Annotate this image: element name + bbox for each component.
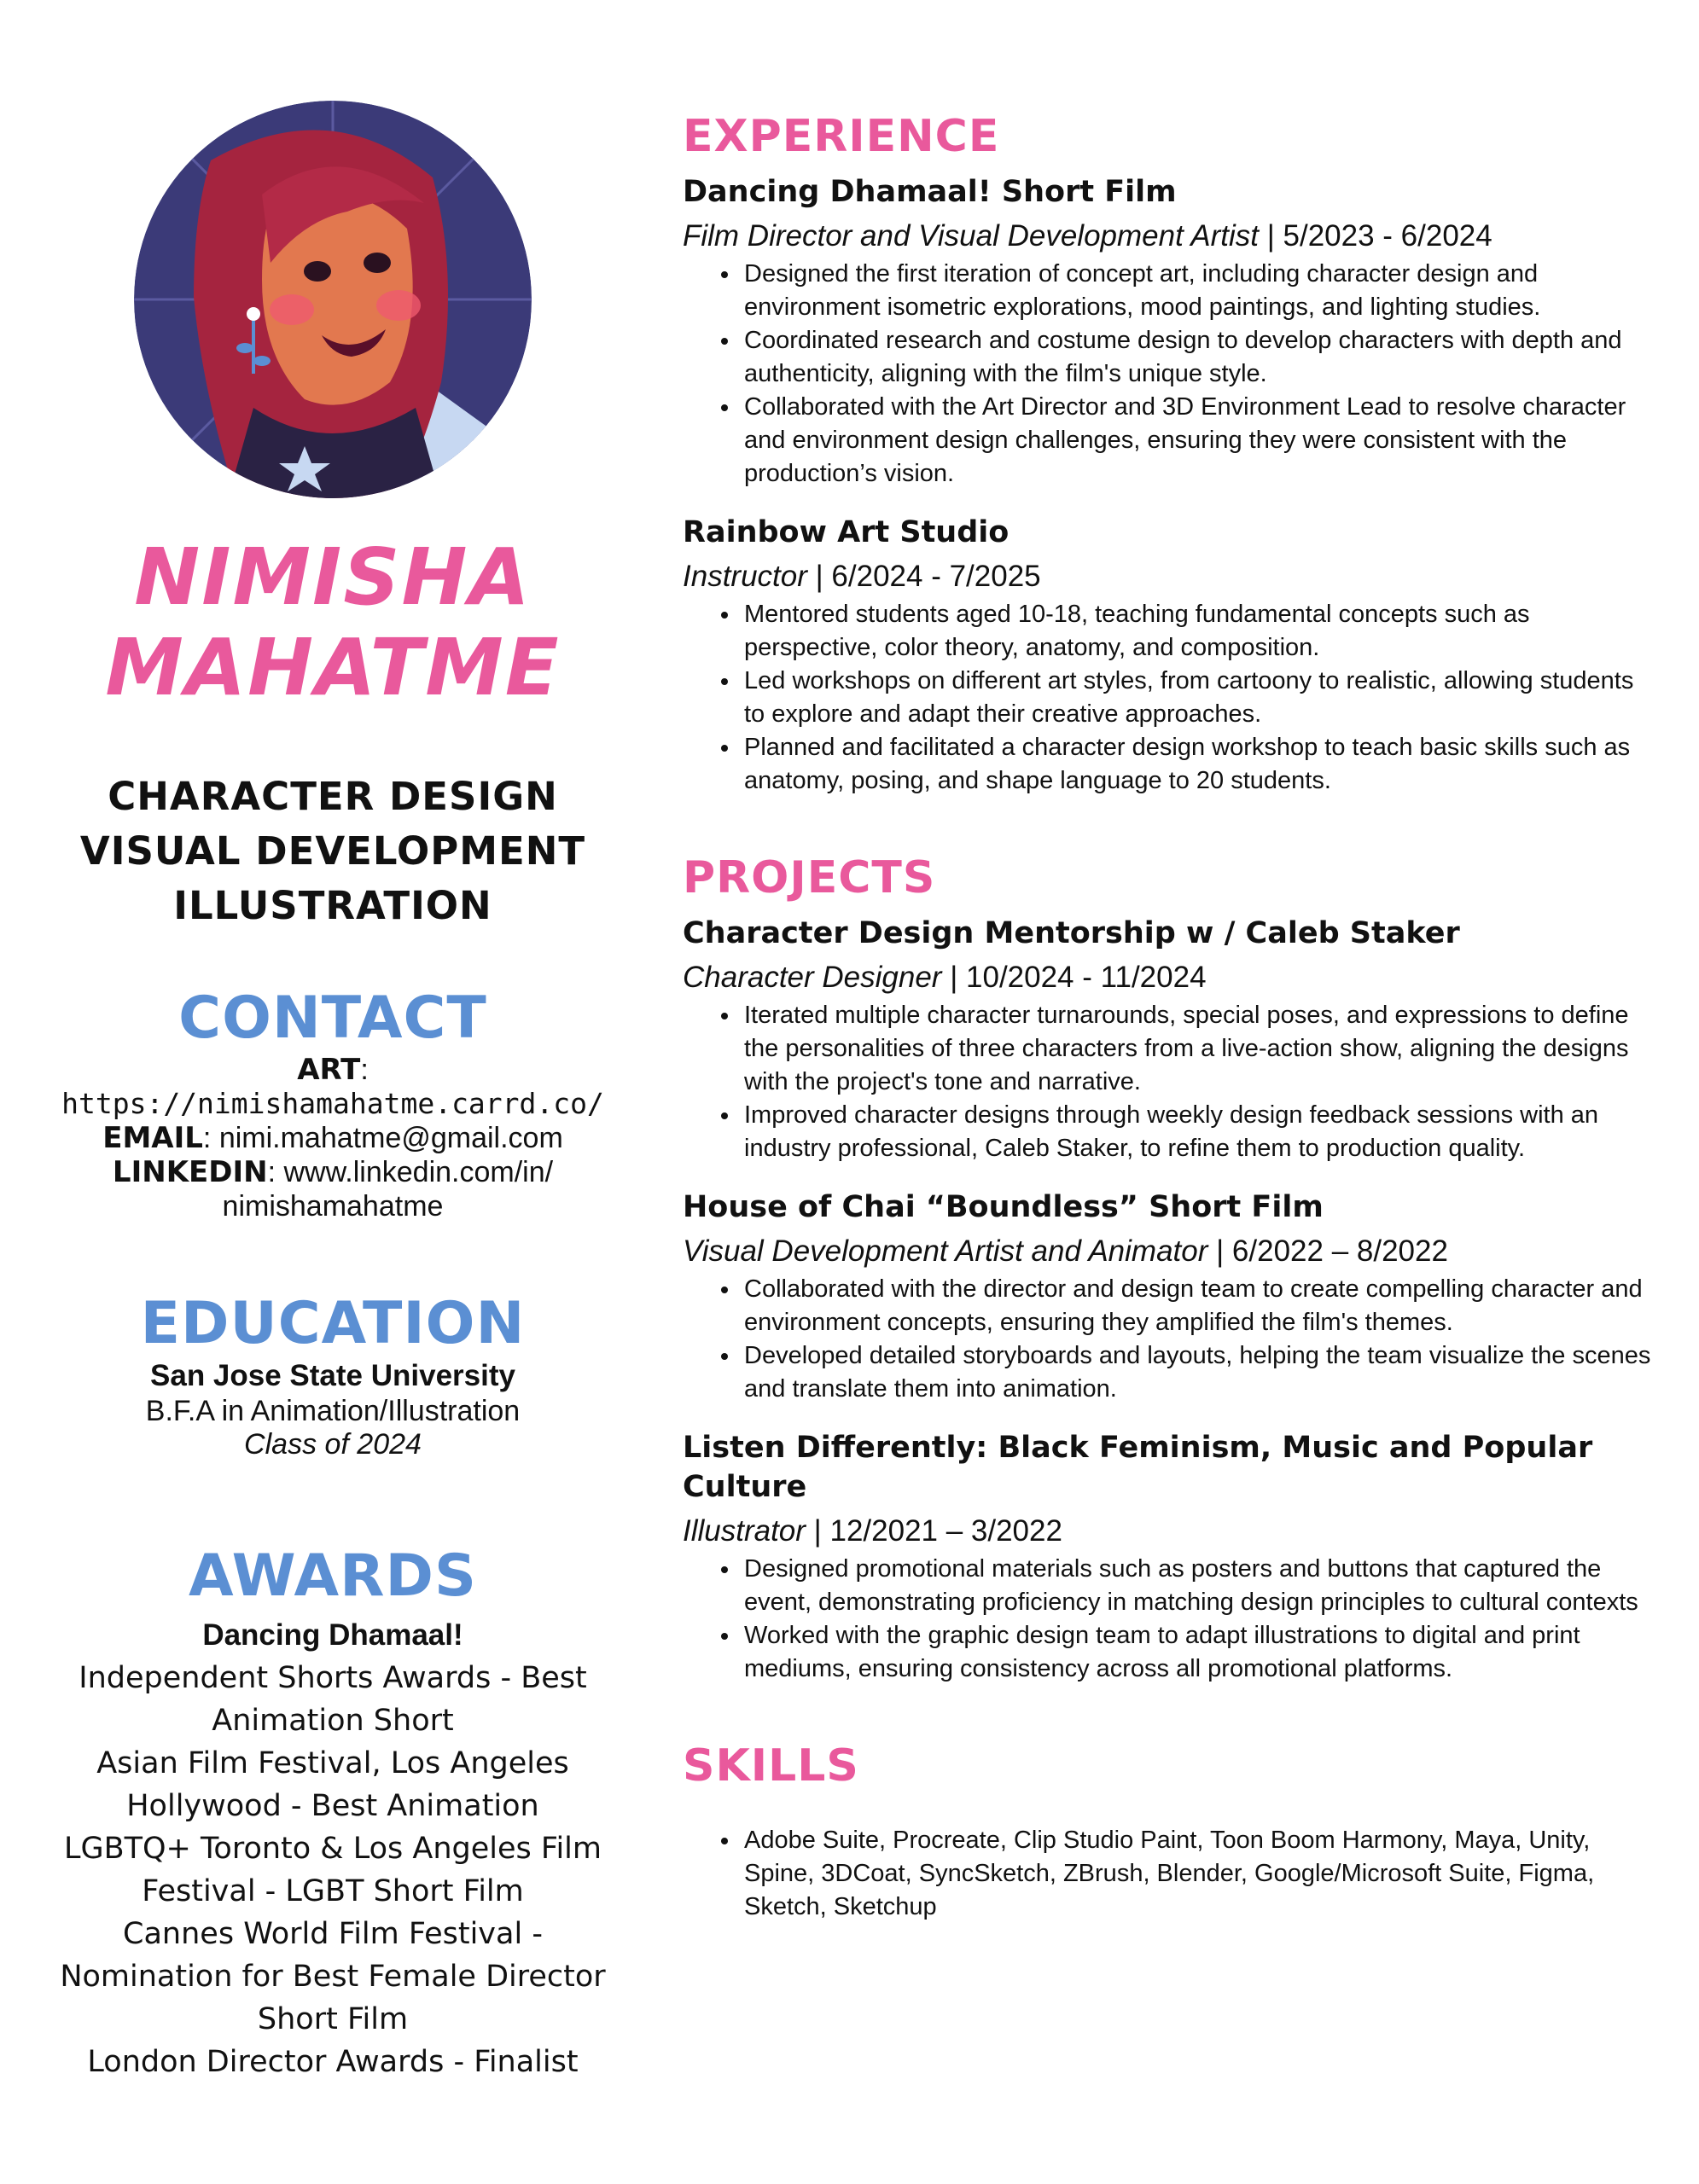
email-link[interactable]: nimi.mahatme@gmail.com	[218, 1122, 563, 1154]
section-spacer	[683, 1708, 1655, 1739]
entry-dates: | 10/2024 - 11/2024	[941, 961, 1207, 994]
award-film-title: Dancing Dhamaal!	[202, 1618, 463, 1652]
bullet-item: • Coordinated research and costume design to develop characters with depth and authenticity, aligning with the film's unique style.	[741, 324, 1655, 391]
entry-role-line	[683, 958, 1655, 997]
bullet-list	[683, 1553, 1655, 1686]
awards-block	[34, 1614, 631, 2083]
entry-dates: | 6/2022 – 8/2022	[1207, 1234, 1448, 1268]
award-line: Hollywood - Best Animation	[126, 1789, 539, 1823]
bullet-list	[683, 999, 1655, 1165]
bullet-item: • Iterated multiple character turnarounds, special poses, and expressions to define the personalities of three characters from a live-action show, aligning the designs with the project's tone and narrative.	[741, 999, 1655, 1099]
experience-heading: EXPERIENCE	[683, 111, 1000, 162]
entry-role: Illustrator	[683, 1514, 806, 1548]
bullet-item: • Worked with the graphic design team to adapt illustrations to digital and print mediums, ensuring consistency across all promotional platforms.	[741, 1619, 1655, 1686]
entry-title: House of Chai “Boundless” Short Film	[683, 1190, 1324, 1224]
project-entry	[683, 1188, 1655, 1406]
entry-role: Character Designer	[683, 961, 942, 994]
award-line: Cannes World Film Festival -	[123, 1917, 543, 1951]
bullet-item: • Collaborated with the director and design team to create compelling character and environment concepts, ensuring they amplified the film's themes.	[741, 1273, 1655, 1339]
name-first: NIMISHA	[134, 531, 532, 623]
entry-title: Character Design Mentorship w / Caleb Staker	[683, 916, 1460, 950]
bullet-item: • Developed detailed storyboards and layouts, helping the team visualize the scenes and translate them into animation.	[741, 1339, 1655, 1406]
project-entry	[683, 1428, 1655, 1686]
bullet-item: • Designed the first iteration of concept art, including character design and environment isometric explorations, mood paintings, and lighting studies.	[741, 258, 1655, 324]
bullet-item: • Collaborated with the Art Director and 3D Environment Lead to resolve character and environment design challenges, ensuring they were consistent with the production’s vision.	[741, 391, 1655, 491]
bullet-list	[683, 1273, 1655, 1406]
role-list	[34, 770, 631, 933]
award-line: Nomination for Best Female Director	[60, 1960, 606, 1994]
contact-heading: CONTACT	[178, 985, 487, 1052]
award-line: Asian Film Festival, Los Angeles	[96, 1746, 569, 1780]
entry-role: Instructor	[683, 560, 807, 593]
right-column	[683, 109, 1655, 1924]
entry-title: Dancing Dhamaal! Short Film	[683, 175, 1177, 209]
education-heading: EDUCATION	[140, 1290, 526, 1357]
bullet-list	[683, 598, 1655, 798]
education-block	[34, 1358, 631, 1461]
entry-role: Film Director and Visual Development Artist	[683, 219, 1259, 253]
bullet-item: • Planned and facilitated a character design workshop to teach basic skills such as anatomy, posing, and shape language to 20 students.	[741, 731, 1655, 798]
skills-list	[683, 1824, 1655, 1924]
entry-role: Visual Development Artist and Animator	[683, 1234, 1208, 1268]
entry-dates: | 6/2024 - 7/2025	[806, 560, 1041, 593]
contact-email: EMAIL: nimi.mahatme@gmail.com	[102, 1121, 563, 1155]
experience-entry	[683, 513, 1655, 798]
name-last: MAHATME	[105, 622, 561, 713]
skills-item: • Adobe Suite, Procreate, Clip Studio Paint, Toon Boom Harmony, Maya, Unity, Spine, 3DCoat, SyncSketch, ZBrush, Blender, Google/Microsoft Suite, Figma, Sketch, Sketchup	[741, 1824, 1655, 1924]
linkedin-link-continued[interactable]: nimishamahatme	[222, 1190, 444, 1223]
role-item: CHARACTER DESIGN	[108, 774, 558, 819]
experience-entry	[683, 172, 1655, 491]
candidate-name	[34, 532, 631, 713]
role-item: VISUAL DEVELOPMENT	[79, 828, 586, 874]
avatar	[134, 101, 532, 498]
art-link[interactable]: https://nimishamahatme.carrd.co/	[61, 1087, 604, 1120]
education-class: Class of 2024	[244, 1428, 422, 1461]
entry-role-line	[683, 1232, 1655, 1271]
entry-role-line	[683, 217, 1655, 256]
award-line: LGBTQ+ Toronto & Los Angeles Film	[63, 1832, 602, 1866]
award-line: Short Film	[257, 2002, 409, 2036]
award-line: Independent Shorts Awards - Best	[79, 1661, 587, 1695]
art-label: ART	[297, 1053, 361, 1087]
awards-heading: AWARDS	[189, 1542, 477, 1610]
contact-block	[34, 1053, 631, 1223]
award-line: London Director Awards - Finalist	[87, 2045, 579, 2079]
entry-dates: | 5/2023 - 6/2024	[1258, 219, 1492, 253]
bullet-item: • Led workshops on different art styles, from cartoony to realistic, allowing students to explore and adapt their creative approaches.	[741, 665, 1655, 731]
skills-heading: SKILLS	[683, 1740, 859, 1792]
linkedin-label: LINKEDIN	[112, 1155, 268, 1189]
contact-linkedin: LINKEDIN: www.linkedin.com/in/	[112, 1155, 554, 1189]
bullet-item: • Designed promotional materials such as posters and buttons that captured the event, demonstrating proficiency in matching design principles to cultural contexts	[741, 1553, 1655, 1619]
project-entry	[683, 914, 1655, 1165]
left-column	[34, 101, 631, 2083]
award-line: Animation Short	[212, 1704, 454, 1738]
email-label: EMAIL	[102, 1121, 203, 1155]
entry-dates: | 12/2021 – 3/2022	[805, 1514, 1062, 1548]
contact-art: ART: https://nimishamahatme.carrd.co/	[61, 1053, 604, 1120]
entry-role-line	[683, 1512, 1655, 1551]
award-line: Festival - LGBT Short Film	[142, 1874, 524, 1908]
entry-title: Listen Differently: Black Feminism, Music and Popular Culture	[683, 1431, 1593, 1504]
bullet-item: • Improved character designs through weekly design feedback sessions with an industry professional, Caleb Staker, to refine them to production quality.	[741, 1099, 1655, 1165]
bullet-item: • Mentored students aged 10-18, teaching fundamental concepts such as perspective, color theory, anatomy, and composition.	[741, 598, 1655, 665]
projects-heading: PROJECTS	[683, 852, 936, 903]
role-item: ILLUSTRATION	[173, 883, 492, 928]
linkedin-link[interactable]: www.linkedin.com/in/	[283, 1156, 554, 1188]
bullet-list	[683, 258, 1655, 491]
education-degree: B.F.A in Animation/Illustration	[145, 1395, 521, 1427]
education-school: San Jose State University	[150, 1359, 515, 1392]
entry-role-line	[683, 557, 1655, 596]
section-spacer	[683, 820, 1655, 851]
entry-title: Rainbow Art Studio	[683, 515, 1010, 549]
